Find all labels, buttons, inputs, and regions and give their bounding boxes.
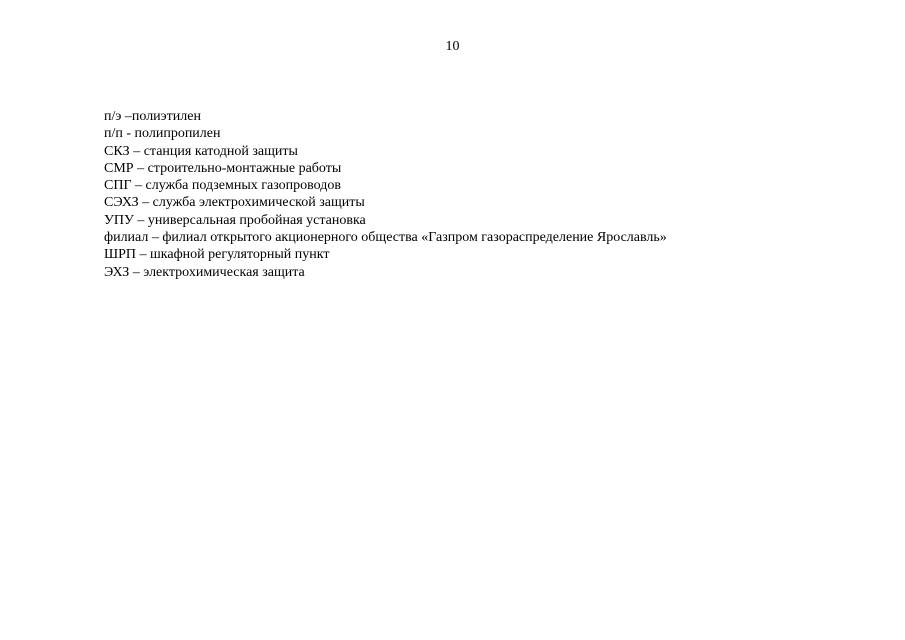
list-item: СПГ – служба подземных газопроводов (104, 178, 342, 194)
list-item: ШРП – шкафной регуляторный пункт (104, 247, 330, 263)
list-item: ЭХЗ – электрохимическая защита (104, 264, 305, 280)
abbreviation-list (104, 108, 667, 281)
list-item: СМР – строительно-монтажные работы (104, 160, 342, 176)
list-item: п/э –полиэтилен (104, 109, 201, 124)
list-item: п/п - полипропилен (104, 126, 221, 142)
list-item: УПУ – универсальная пробойная установка (104, 212, 366, 228)
page-number: 10 (445, 39, 460, 54)
list-item: СКЗ – станция катодной защиты (104, 143, 298, 159)
list-item: СЭХЗ – служба электрохимической защиты (104, 195, 365, 211)
list-item: филиал – филиал открытого акционерного общества «Газпром газораспределение Ярославль» (104, 230, 667, 246)
